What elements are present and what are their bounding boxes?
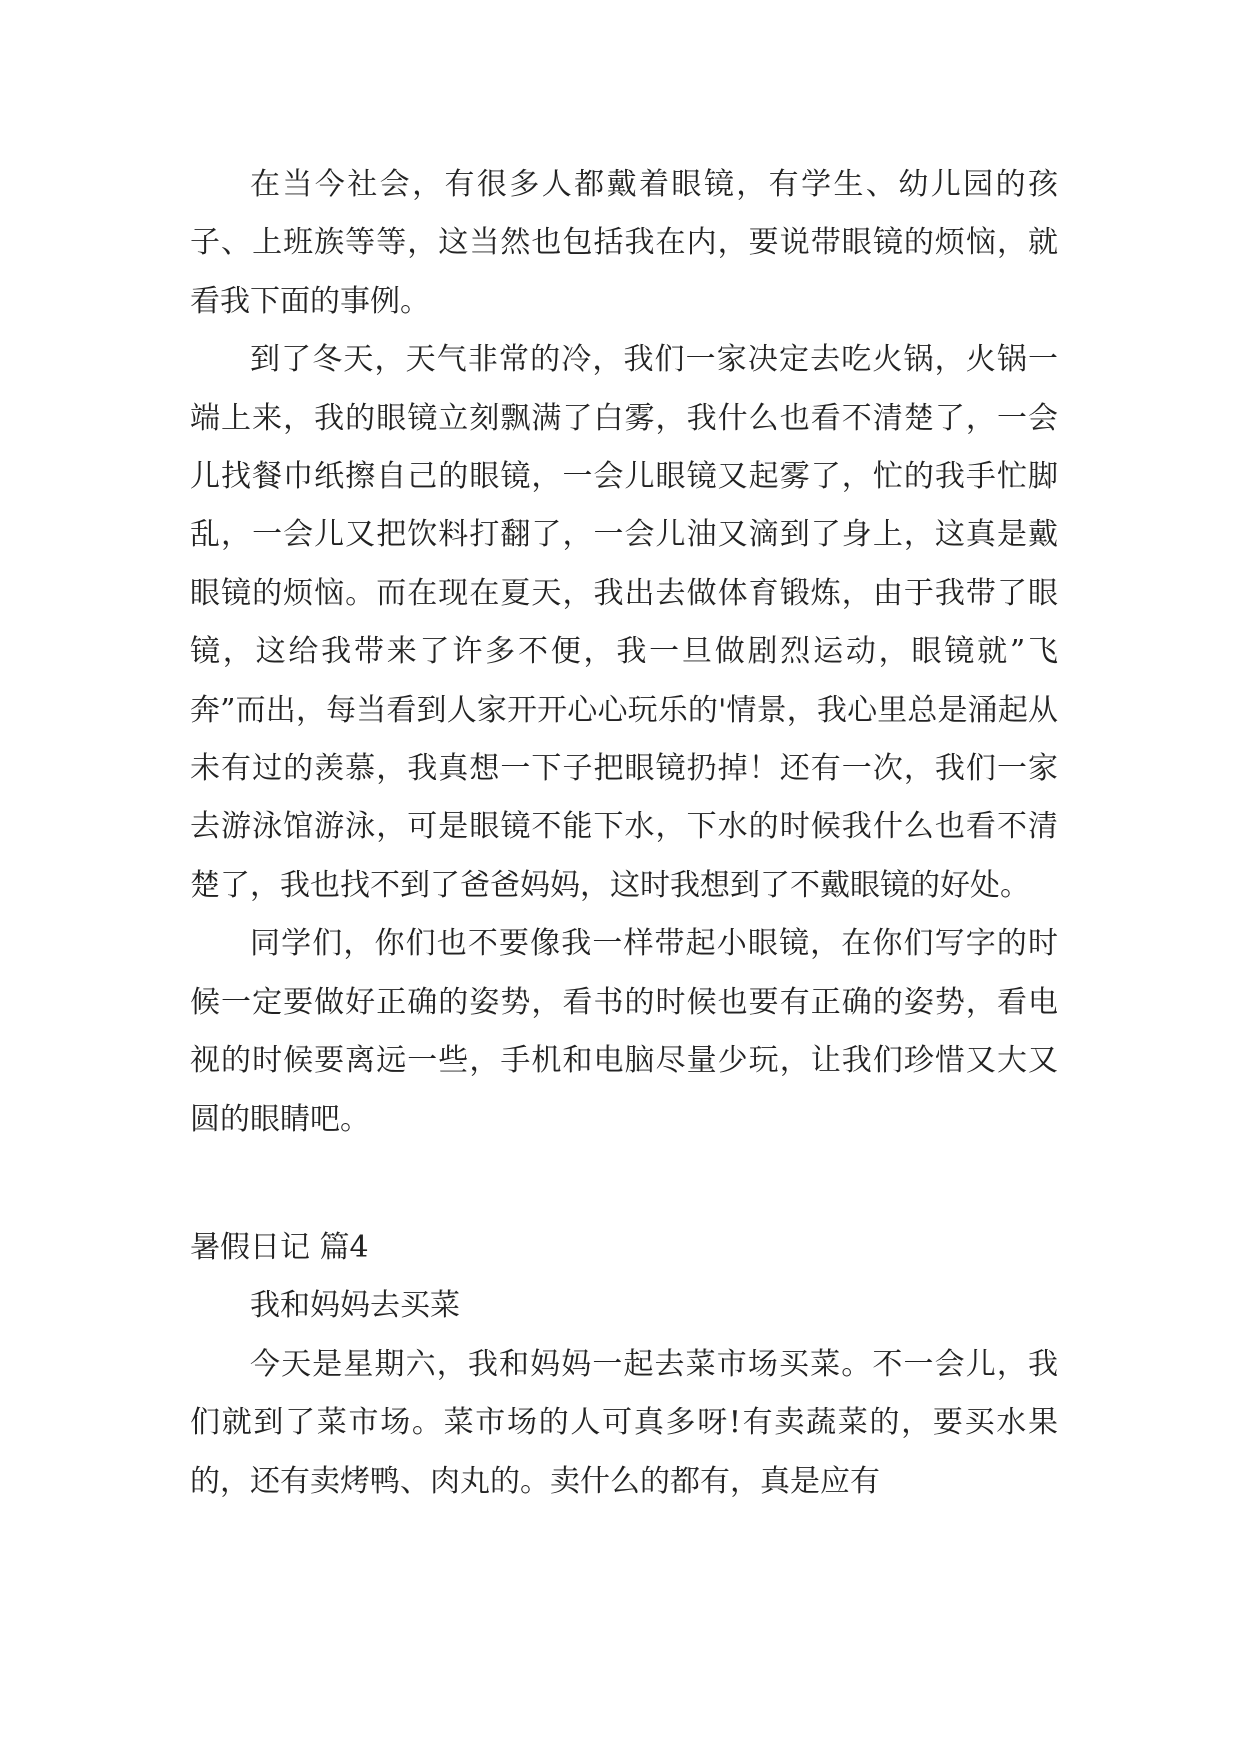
paragraph-glasses-intro: 在当今社会，有很多人都戴着眼镜，有学生、幼儿园的孩子、上班族等等，这当然也包括我在内，要说带眼镜的烦恼，就看我下面的事例。: [190, 167, 1058, 319]
paragraph-market: 今天是星期六，我和妈妈一起去菜市场买菜。不一会儿，我们就到了菜市场。菜市场的人可真多呀!有卖蔬菜的，要买水果的，还有卖烤鸭、肉丸的。卖什么的都有，真是应有: [190, 1346, 1058, 1499]
paragraph-glasses-advice: 同学们，你们也不要像我一样带起小眼镜，在你们写字的时候一定要做好正确的姿势，看书的时候也要有正确的姿势，看电视的时候要离远一些，手机和电脑尽量少玩，让我们珍惜又大又圆的眼睛吧。: [190, 926, 1058, 1137]
section-heading: 暑假日记 篇4: [190, 1229, 369, 1265]
document-body: [190, 156, 1058, 1511]
essay-title: 我和妈妈去买菜: [250, 1288, 460, 1324]
paragraph-glasses-troubles: 到了冬天，天气非常的冷，我们一家决定去吃火锅，火锅一端上来，我的眼镜立刻飘满了白雾，我什么也看不清楚了，一会儿找餐巾纸擦自己的眼镜，一会儿眼镜又起雾了，忙的我手忙脚乱，一会儿又把饮料打翻了，一会儿油又滴到了身上，这真是戴眼镜的烦恼。而在现在夏天，我出去做体育锻炼，由于我带了眼镜，这给我带来了许多不便，我一旦做剧烈运动，眼镜就”飞奔”而出，每当看到人家开开心心玩乐的'情景，我心里总是涌起从未有过的羡慕，我真想一下子把眼镜扔掉！还有一次，我们一家去游泳馆游泳，可是眼镜不能下水，下水的时候我什么也看不清楚了，我也找不到了爸爸妈妈，这时我想到了不戴眼镜的好处。: [190, 342, 1058, 903]
